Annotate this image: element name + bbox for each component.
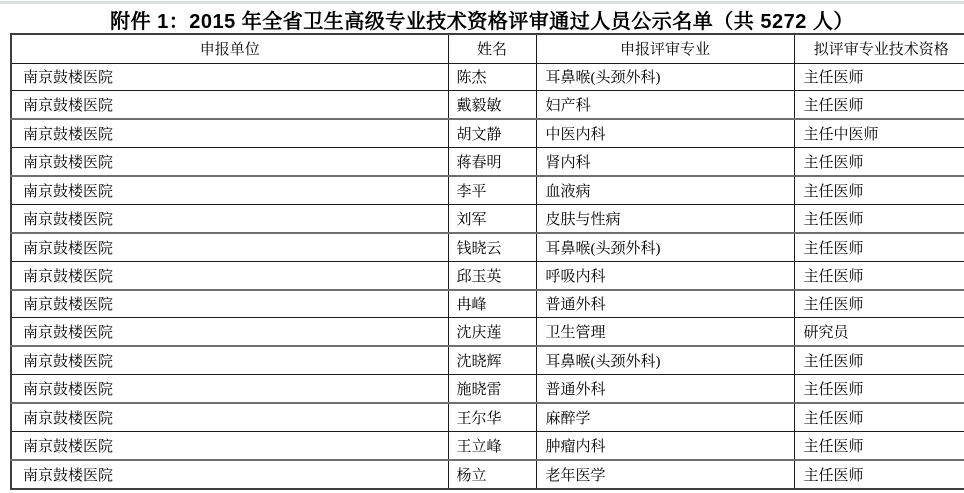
- cell-name: 沈晓辉: [448, 346, 536, 374]
- header-specialty: 申报评审专业: [536, 34, 794, 63]
- table-row: [11, 460, 964, 489]
- table-row: [11, 318, 964, 346]
- cell-name: 王立峰: [448, 431, 536, 459]
- cell-qualification: 主任医师: [794, 91, 964, 119]
- table-row: [11, 176, 964, 204]
- cell-name: 刘军: [448, 204, 536, 232]
- cell-name: 施晓雷: [448, 375, 536, 403]
- cell-qualification: 主任医师: [794, 204, 964, 232]
- cell-qualification: 主任医师: [794, 148, 964, 176]
- cell-name: 李平: [448, 176, 536, 204]
- header-unit: 申报单位: [11, 34, 448, 63]
- cell-name: 王尔华: [448, 403, 536, 431]
- cell-specialty: 呼吸内科: [536, 261, 794, 289]
- table-row: [11, 91, 964, 119]
- cell-specialty: 耳鼻喉(头颈外科): [536, 233, 794, 261]
- cell-qualification: 主任医师: [794, 63, 964, 91]
- cell-unit: 南京鼓楼医院: [11, 91, 448, 119]
- cell-specialty: 中医内科: [536, 119, 794, 147]
- cell-name: 陈杰: [448, 63, 536, 91]
- cell-qualification: 研究员: [794, 318, 964, 346]
- cell-qualification: 主任医师: [794, 176, 964, 204]
- table-row: [11, 290, 964, 318]
- cell-qualification: 主任中医师: [794, 119, 964, 147]
- table-row: [11, 148, 964, 176]
- cell-specialty: 卫生管理: [536, 318, 794, 346]
- cell-unit: 南京鼓楼医院: [11, 460, 448, 489]
- cell-qualification: 主任医师: [794, 460, 964, 489]
- cell-unit: 南京鼓楼医院: [11, 261, 448, 289]
- cell-name: 蒋春明: [448, 148, 536, 176]
- cell-unit: 南京鼓楼医院: [11, 431, 448, 459]
- cell-unit: 南京鼓楼医院: [11, 204, 448, 232]
- cell-unit: 南京鼓楼医院: [11, 403, 448, 431]
- top-accent-strip: [0, 1, 964, 4]
- header-qualification: 拟评审专业技术资格: [794, 34, 964, 63]
- table-row: [11, 403, 964, 431]
- cell-qualification: 主任医师: [794, 233, 964, 261]
- cell-name: 胡文静: [448, 119, 536, 147]
- cell-name: 邱玉英: [448, 261, 536, 289]
- cell-qualification: 主任医师: [794, 431, 964, 459]
- cell-specialty: 肿瘤内科: [536, 431, 794, 459]
- cell-qualification: 主任医师: [794, 403, 964, 431]
- cell-qualification: 主任医师: [794, 346, 964, 374]
- table-body: [11, 63, 964, 489]
- cell-qualification: 主任医师: [794, 375, 964, 403]
- header-name: 姓名: [448, 34, 536, 63]
- cell-specialty: 麻醉学: [536, 403, 794, 431]
- cell-unit: 南京鼓楼医院: [11, 233, 448, 261]
- table-row: [11, 346, 964, 374]
- table-header: [11, 34, 964, 63]
- table-row: [11, 375, 964, 403]
- cell-name: 杨立: [448, 460, 536, 489]
- cell-specialty: 老年医学: [536, 460, 794, 489]
- cell-unit: 南京鼓楼医院: [11, 119, 448, 147]
- cell-unit: 南京鼓楼医院: [11, 148, 448, 176]
- table-row: [11, 261, 964, 289]
- table-row: [11, 119, 964, 147]
- cell-name: 冉峰: [448, 290, 536, 318]
- table-row: [11, 233, 964, 261]
- cell-unit: 南京鼓楼医院: [11, 375, 448, 403]
- cell-name: 沈庆莲: [448, 318, 536, 346]
- cell-qualification: 主任医师: [794, 290, 964, 318]
- cell-name: 戴毅敏: [448, 91, 536, 119]
- cell-unit: 南京鼓楼医院: [11, 290, 448, 318]
- page-title: 附件 1：2015 年全省卫生高级专业技术资格评审通过人员公示名单（共 5272 人）: [110, 11, 854, 33]
- cell-qualification: 主任医师: [794, 261, 964, 289]
- cell-specialty: 妇产科: [536, 91, 794, 119]
- cell-specialty: 皮肤与性病: [536, 204, 794, 232]
- cell-specialty: 血液病: [536, 176, 794, 204]
- table-row: [11, 431, 964, 459]
- cell-specialty: 耳鼻喉(头颈外科): [536, 63, 794, 91]
- cell-name: 钱晓云: [448, 233, 536, 261]
- cell-unit: 南京鼓楼医院: [11, 176, 448, 204]
- table-row: [11, 63, 964, 91]
- cell-specialty: 普通外科: [536, 290, 794, 318]
- table-row: [11, 204, 964, 232]
- cell-unit: 南京鼓楼医院: [11, 346, 448, 374]
- cell-specialty: 耳鼻喉(头颈外科): [536, 346, 794, 374]
- personnel-table: [10, 33, 964, 490]
- cell-unit: 南京鼓楼医院: [11, 318, 448, 346]
- cell-specialty: 普通外科: [536, 375, 794, 403]
- cell-specialty: 肾内科: [536, 148, 794, 176]
- header-row: [11, 34, 964, 63]
- cell-unit: 南京鼓楼医院: [11, 63, 448, 91]
